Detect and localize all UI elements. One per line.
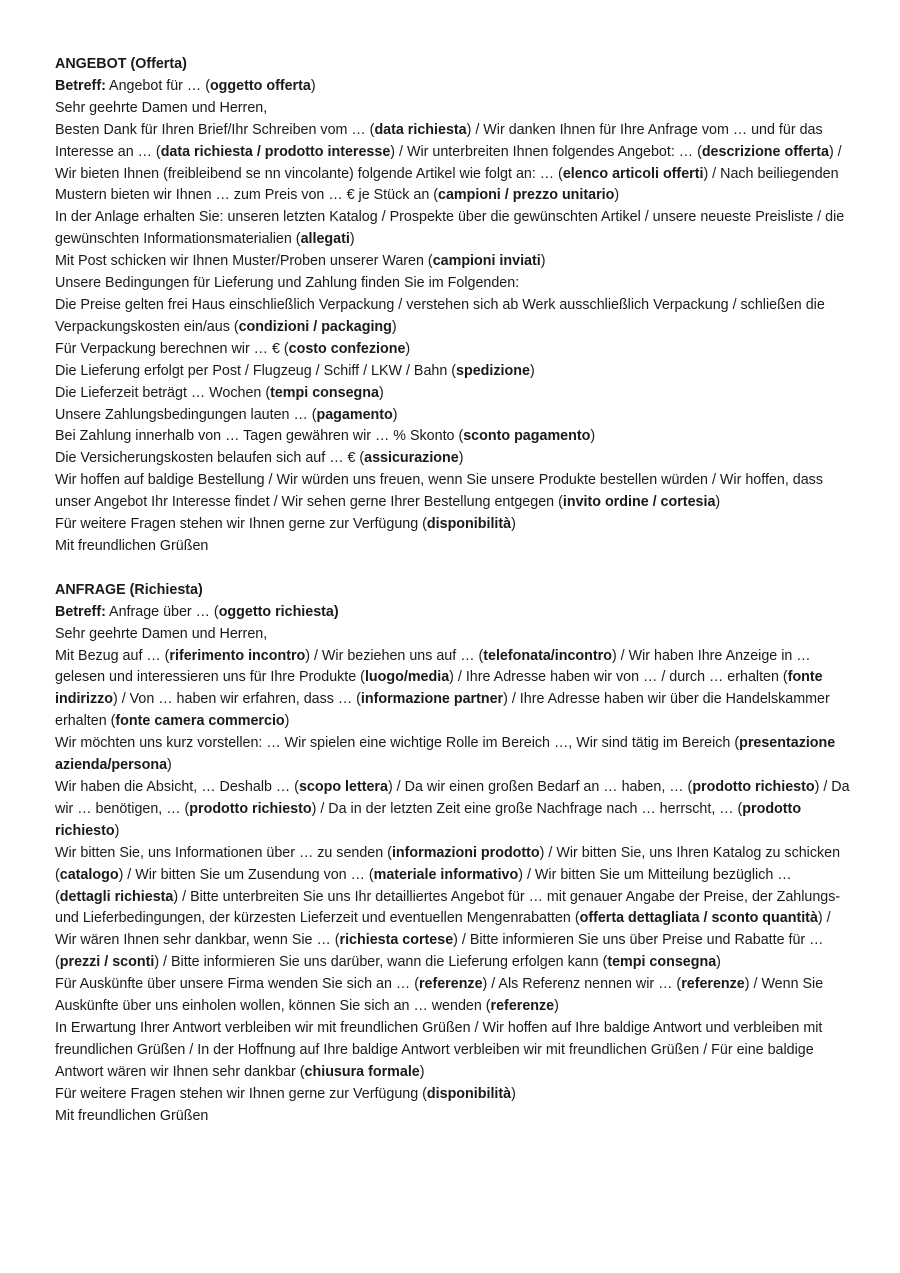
- text-run: ) / Wir beziehen uns auf … (: [305, 647, 484, 664]
- text-line: [55, 646, 850, 734]
- text-run: Besten Dank für Ihren Brief/Ihr Schreiben vom … (: [55, 121, 375, 138]
- text-line: [55, 448, 850, 470]
- bold-text: costo confezione: [288, 340, 406, 357]
- text-line: [55, 426, 850, 448]
- text-run: ) / Wir bitten Sie, uns Ihren Katalog zu schicken (: [55, 844, 841, 883]
- bold-text: descrizione offerta: [701, 143, 829, 160]
- text-run: ): [511, 516, 516, 533]
- bold-text: condizioni / packaging: [238, 318, 392, 335]
- bold-text: elenco articoli offerti: [562, 165, 704, 182]
- text-run: ): [114, 822, 120, 839]
- bold-text: referenze: [418, 976, 483, 993]
- text-run: Für weitere Fragen stehen wir Ihnen gerne zur Verfügung (: [55, 1085, 427, 1102]
- text-line: [55, 251, 850, 273]
- text-run: ) / Da wir einen großen Bedarf an … haben, … (: [387, 779, 693, 795]
- bold-text: offerta dettagliata / sconto quantità: [579, 910, 818, 927]
- text-run: Mit freundlichen Grüßen: [55, 537, 209, 554]
- text-run: Wir hoffen auf baldige Bestellung / Wir würden uns freuen, wenn Sie unsere Produkte bestellen würden / Wir hoffen, dass unser Angebot Ihr Interesse findet / Wir sehen gerne Ihrer Bestellung entgegen (: [55, 472, 823, 511]
- text-run: In Erwartung Ihrer Antwort verbleiben wir mit freundlichen Grüßen / Wir hoffen auf Ihre baldige Antwort und verbleiben mit freundlichen Grüßen / In der Hoffnung auf Ihre baldige Antwort verbleiben wir mit freundlichen Grüßen / Für eine baldige Antwort wären wir Ihnen sehr dankbar (: [55, 1019, 823, 1080]
- text-run: ): [349, 231, 355, 248]
- text-run: Für Auskünfte über unsere Firma wenden Sie sich an … (: [55, 976, 419, 993]
- bold-text: spedizione: [456, 362, 530, 379]
- bold-text: chiusura formale: [304, 1063, 420, 1080]
- text-run: ): [716, 954, 721, 971]
- text-line: [55, 536, 850, 558]
- text-run: ): [284, 713, 290, 730]
- bold-text: ANGEBOT (Offerta): [55, 56, 187, 72]
- text-run: ): [419, 1063, 425, 1080]
- text-line: [55, 361, 850, 383]
- text-run: ): [392, 406, 398, 423]
- text-run: ): [554, 998, 559, 1015]
- text-run: ) / Ihre Adresse haben wir über die Handelskammer erhalten (: [55, 691, 830, 730]
- bold-text: prezzi / sconti: [59, 954, 155, 971]
- text-line: [55, 207, 850, 251]
- text-line: [55, 1018, 850, 1084]
- text-line: [55, 514, 850, 536]
- text-run: Wir bitten Sie, uns Informationen über … zu senden (: [55, 844, 392, 861]
- text-run: Anfrage über … (: [105, 603, 219, 620]
- text-run: In der Anlage erhalten Sie: unseren letzten Katalog / Prospekte über die gewünschten Artikel / unsere neueste Preisliste / die gewünschten Informationsmaterialien (: [55, 209, 845, 248]
- text-run: ): [614, 187, 620, 204]
- text-run: ): [167, 757, 172, 774]
- subject-line: [55, 602, 850, 624]
- text-run: ): [540, 253, 546, 270]
- text-run: ) / Wir unterbreiten Ihnen folgendes Angebot: … (: [390, 143, 702, 160]
- text-run: ): [378, 384, 384, 401]
- bold-text: oggetto richiesta): [218, 603, 339, 620]
- text-run: ) / Bitte informieren Sie uns über Preise und Rabatte für … (: [55, 932, 824, 971]
- text-run: Unsere Bedingungen für Lieferung und Zahlung finden Sie im Folgenden:: [55, 275, 520, 292]
- text-line: [55, 624, 850, 646]
- text-run: ) / Da in der letzten Zeit eine große Nachfrage nach … herrscht, … (: [311, 800, 743, 817]
- text-run: ): [529, 362, 535, 379]
- bold-text: presentazione azienda/persona: [55, 735, 836, 774]
- bold-text: telefonata/incontro: [483, 647, 612, 664]
- text-run: ): [511, 1085, 516, 1102]
- text-run: ) / Wir danken Ihnen für Ihre Anfrage vom … und für das Interesse an … (: [55, 121, 823, 160]
- text-line: [55, 777, 850, 843]
- text-run: Sehr geehrte Damen und Herren,: [55, 99, 268, 116]
- bold-text: informazioni prodotto: [391, 844, 540, 861]
- text-line: [55, 1106, 850, 1128]
- bold-text: allegati: [300, 231, 350, 248]
- text-run: Die Lieferzeit beträgt … Wochen (: [55, 384, 271, 401]
- text-line: [55, 974, 850, 1018]
- subject-line: [55, 76, 850, 98]
- text-run: ): [590, 428, 596, 445]
- bold-text: riferimento incontro: [169, 647, 306, 664]
- text-line: [55, 733, 850, 777]
- text-run: ) / Bitte unterbreiten Sie uns Ihr detailliertes Angebot für … mit genauer Angabe der Preise, der Zahlungs- und Lieferbedingungen, der kürzesten Lieferzeit und eventuellen Mengenrabatten (: [55, 888, 841, 927]
- bold-text: referenze: [490, 998, 555, 1015]
- bold-text: Betreff:: [55, 603, 106, 620]
- text-run: ) / Wir wären Ihnen sehr dankbar, wenn Sie … (: [55, 910, 831, 949]
- bold-text: disponibilità: [426, 516, 512, 533]
- text-run: ) / Von … haben wir erfahren, dass … (: [112, 691, 361, 708]
- text-line: [55, 383, 850, 405]
- text-run: ) / Da wir … benötigen, … (: [55, 779, 850, 817]
- text-run: ): [715, 494, 721, 511]
- bold-text: materiale informativo: [373, 866, 519, 883]
- bold-text: informazione partner: [360, 691, 504, 708]
- text-run: ) / Wir haben Ihre Anzeige in … gelesen und interessieren uns für Ihre Produkte (: [55, 647, 811, 686]
- text-run: ) / Wenn Sie Auskünfte über uns einholen wollen, können Sie sich an … wenden (: [55, 976, 824, 1015]
- bold-text: richiesta cortese: [339, 932, 454, 949]
- text-line: [55, 273, 850, 295]
- text-run: ) / Als Referenz nennen wir … (: [482, 976, 682, 993]
- section-angebot: [55, 54, 850, 558]
- bold-text: tempi consegna: [270, 384, 379, 401]
- text-run: Mit freundlichen Grüßen: [55, 1107, 209, 1124]
- text-run: Für weitere Fragen stehen wir Ihnen gerne zur Verfügung (: [55, 516, 427, 533]
- bold-text: prodotto richiesto: [55, 800, 802, 839]
- bold-text: luogo/media: [364, 669, 450, 686]
- text-run: Unsere Zahlungsbedingungen lauten … (: [55, 406, 317, 423]
- text-run: ) / Wir bitten Sie um Zusendung von … (: [118, 866, 374, 883]
- text-run: ): [310, 77, 316, 94]
- text-run: ): [458, 450, 464, 467]
- text-line: [55, 339, 850, 361]
- bold-text: assicurazione: [364, 450, 459, 467]
- text-line: [55, 470, 850, 514]
- bold-text: scopo lettera: [298, 779, 388, 795]
- text-run: ): [391, 318, 397, 335]
- bold-text: prodotto richiesto: [189, 800, 312, 817]
- text-run: Wir möchten uns kurz vorstellen: … Wir spielen eine wichtige Rolle im Bereich …, Wir sind tätig im Bereich (: [55, 735, 740, 752]
- text-run: ) / Ihre Adresse haben wir von … / durch … erhalten (: [449, 669, 788, 686]
- text-run: Die Versicherungskosten belaufen sich auf … € (: [55, 450, 365, 467]
- text-line: [55, 843, 850, 974]
- bold-text: pagamento: [316, 406, 393, 423]
- document-body: [55, 54, 850, 1128]
- text-run: ) / Nach beiliegenden Mustern bieten wir Ihnen … zum Preis von … € je Stück an (: [55, 165, 839, 204]
- bold-text: catalogo: [59, 866, 119, 883]
- text-run: ) / Wir bieten Ihnen (freibleibend se nn vincolante) folgende Artikel wie folgt an: … (: [55, 143, 842, 182]
- text-run: ): [405, 340, 411, 357]
- bold-text: dettagli richiesta: [59, 888, 174, 905]
- section-heading: [55, 54, 850, 76]
- text-run: Sehr geehrte Damen und Herren,: [55, 625, 268, 642]
- text-run: Wir haben die Absicht, … Deshalb … (: [55, 779, 299, 795]
- bold-text: data richiesta / prodotto interesse: [160, 143, 391, 160]
- bold-text: campioni inviati: [432, 253, 541, 270]
- bold-text: prodotto richiesto: [692, 779, 815, 795]
- text-run: Mit Post schicken wir Ihnen Muster/Proben unserer Waren (: [55, 253, 433, 270]
- text-run: Mit Bezug auf … (: [55, 647, 170, 664]
- bold-text: tempi consegna: [607, 954, 717, 971]
- text-run: Bei Zahlung innerhalb von … Tagen gewähren wir … % Skonto (: [55, 428, 464, 445]
- bold-text: Betreff:: [55, 77, 106, 94]
- bold-text: fonte indirizzo: [55, 669, 823, 708]
- text-run: Für Verpackung berechnen wir … € (: [55, 340, 289, 357]
- bold-text: oggetto offerta: [209, 77, 311, 94]
- text-run: Angebot für … (: [105, 77, 210, 94]
- bold-text: invito ordine / cortesia: [562, 494, 716, 511]
- text-line: [55, 405, 850, 427]
- text-run: ) / Bitte informieren Sie uns darüber, wann die Lieferung erfolgen kann (: [154, 954, 608, 971]
- bold-text: sconto pagamento: [463, 428, 591, 445]
- text-run: Die Preise gelten frei Haus einschließlich Verpackung / verstehen sich ab Werk ausschließlich Verpackung / schließen die Verpackungskosten ein/aus (: [55, 296, 825, 335]
- bold-text: disponibilità: [426, 1085, 512, 1102]
- bold-text: fonte camera commercio: [115, 713, 285, 730]
- bold-text: campioni / prezzo unitario: [438, 187, 615, 204]
- section-anfrage: [55, 580, 850, 1128]
- bold-text: data richiesta: [374, 121, 467, 138]
- bold-text: ANFRAGE (Richiesta): [55, 581, 203, 598]
- text-line: [55, 98, 850, 120]
- text-line: [55, 1084, 850, 1106]
- text-run: ) / Wir bitten Sie um Mitteilung bezüglich … (: [55, 866, 792, 905]
- bold-text: referenze: [681, 976, 745, 993]
- text-line: [55, 295, 850, 339]
- text-line: [55, 120, 850, 208]
- section-heading: [55, 580, 850, 602]
- text-run: Die Lieferung erfolgt per Post / Flugzeug / Schiff / LKW / Bahn (: [55, 362, 457, 379]
